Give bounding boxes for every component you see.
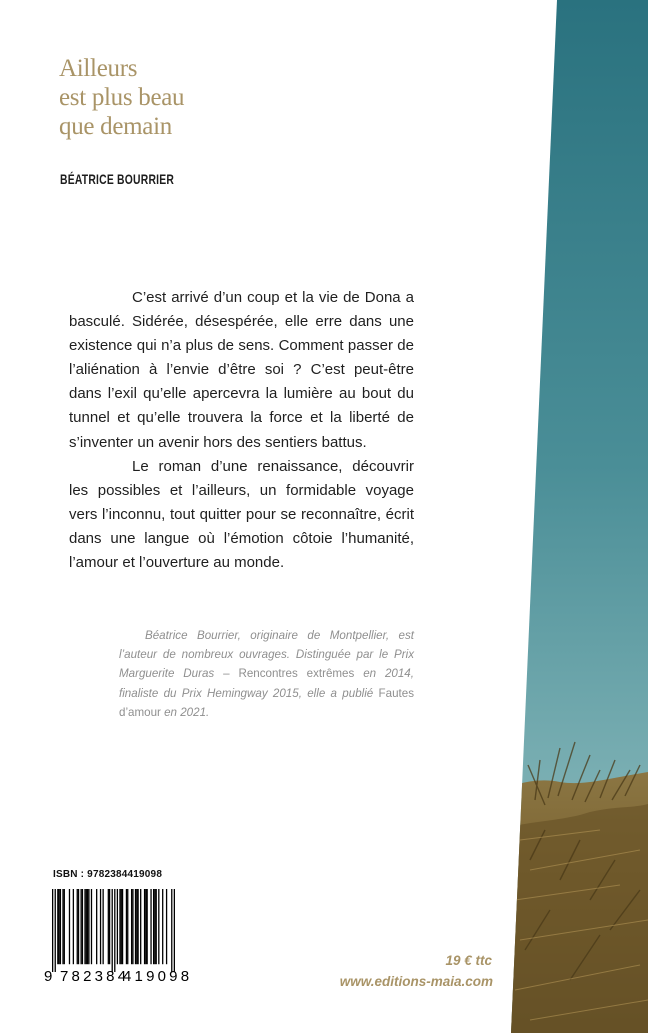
barcode-bar (57, 889, 58, 964)
title-line: Ailleurs (59, 55, 138, 82)
barcode-bar (147, 889, 148, 964)
barcode-bar (132, 889, 133, 964)
title-line: est plus beau (59, 84, 185, 111)
barcode-bar (153, 889, 154, 964)
barcode-bar (121, 889, 122, 964)
barcode-left-group: 782384 (60, 968, 130, 985)
barcode-bar (144, 889, 145, 964)
barcode-bar (135, 889, 136, 964)
barcode-bar (127, 889, 128, 964)
barcode-bar (136, 889, 137, 964)
barcode-bar (64, 889, 65, 964)
synopsis-paragraph: Le roman d’une renaissance, découvrir les possibles et l’ailleurs, un formidable voyage vers l’inconnu, tout quitter pour se reconnaître, écrit dans une langue où l’émotion côtoie l’humanité, l’amour et l’ouverture au monde. (69, 457, 414, 572)
author-name: BÉATRICE BOURRIER (60, 171, 175, 187)
barcode-bar (73, 889, 74, 964)
bio-book-title: Fautes d’amour (119, 686, 414, 719)
barcode-right-group: 419098 (123, 968, 193, 985)
barcode-bar (114, 889, 115, 972)
barcode-bar (88, 889, 89, 964)
barcode-bar (126, 889, 127, 964)
barcode-bar (77, 889, 78, 964)
barcode-bar (78, 889, 79, 964)
isbn-label: ISBN : 9782384419098 (53, 869, 163, 880)
barcode-bar (145, 889, 146, 964)
barcode-bar (108, 889, 109, 964)
barcode-bar (140, 889, 141, 964)
barcode-bar (112, 889, 113, 972)
barcode-bar (162, 889, 163, 964)
barcode-first-digit: 9 (44, 968, 53, 985)
ean13-barcode (52, 889, 175, 972)
barcode-bar (62, 889, 63, 964)
barcode-digits (44, 968, 193, 994)
bio-text: en 2021. (164, 705, 210, 719)
author-bio-paragraph (119, 626, 414, 722)
barcode-bar (69, 889, 70, 964)
price: 19 € ttc (445, 953, 492, 968)
book-title (59, 54, 184, 141)
barcode-bar (174, 889, 175, 972)
barcode-bar (87, 889, 88, 964)
barcode-bar (102, 889, 103, 964)
barcode-bar (150, 889, 151, 964)
barcode-bar (171, 889, 172, 972)
barcode-bar (109, 889, 110, 964)
synopsis-paragraph: C’est arrivé d’un coup et la vie de Dona a basculé. Sidérée, désespérée, elle erre dans une existence qui n’a plus de sens. Comment passer de l’aliénation à l’envie d’être soi ? C’est peut-être dans l’exil qu’elle apercevra la lumière au bout du tunnel et qu’elle trouvera la force et la liberté de s’inventer un avenir hors des sentiers battus. (69, 289, 414, 451)
barcode-bar (91, 889, 92, 964)
author-bio (119, 626, 414, 722)
synopsis (69, 286, 414, 575)
publisher-website: www.editions-maia.com (339, 974, 493, 989)
barcode-bar (60, 889, 61, 964)
barcode-bar (156, 889, 157, 964)
barcode-bar (80, 889, 81, 964)
barcode-bar (55, 889, 56, 972)
barcode-bar (119, 889, 120, 964)
barcode-bar (166, 889, 167, 964)
barcode-bar (154, 889, 155, 964)
barcode-bar (100, 889, 101, 964)
title-line: que demain (59, 113, 172, 140)
barcode-bar (58, 889, 59, 964)
barcode-bar (96, 889, 97, 964)
bio-text: Béatrice Bourrier, originaire de Montpellier, est l’auteur de nombreux ouvrages. Distinguée par le Prix Marguerite Duras (119, 629, 414, 681)
barcode-bar (52, 889, 53, 972)
bio-text: en 2014, finaliste du Prix Hemingway 2015, elle a publié (119, 667, 414, 700)
bio-award-title: – Rencontres extrêmes (214, 667, 364, 681)
barcode-bar (122, 889, 123, 964)
barcode-bar (158, 889, 159, 964)
barcode-bar (86, 889, 87, 964)
barcode-bar (82, 889, 83, 964)
barcode-bar (131, 889, 132, 964)
barcode-bar (84, 889, 85, 964)
barcode-bar (117, 889, 118, 964)
barcode-bar (137, 889, 138, 964)
